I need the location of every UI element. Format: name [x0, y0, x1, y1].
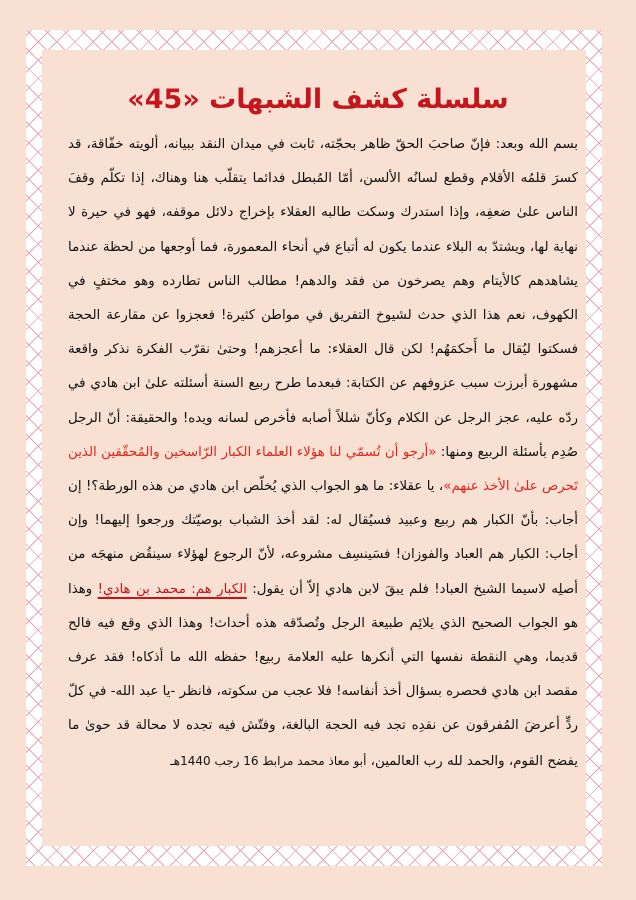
body-paragraph: [68, 128, 578, 779]
body-text-part3: وهذا هو الجواب الصحيح الذي يلائِم طبيعة الرجل وتُصدّقه هذه أحداث! وهذا الذي وقع فيه فالح قديما، وهي النقطة نفسها التي أنكرها عليه العلامة ربيع! حفظه الله ما أذكاه! فقد عرف مقصد ابن هادي فحصره بسؤال أخذ أنفاسه! فلا عجب من سكوته، فانظر -يا عبد الله- في كلّ ردٍّ أعرضَ المُفرقون عن نقدِه تجد فيه الحجة البالغة، وفتّش فيه تجده لا محالة قد حوىٰ ما يفضح القوم، والحمد لله رب العالمين،: [68, 581, 578, 769]
document-title: سلسلة كشف الشبهات «45»: [127, 84, 509, 116]
document-body: [68, 128, 578, 779]
quoted-question: «أرجو أن تُسمّي لنا هؤلاء العلماء الكبار الرّاسخين والمُحقّقين الذين تَحرص علىٰ الأخذ عنهم»: [68, 444, 578, 495]
body-text-part2: ، يا عقلاء: ما هو الجواب الذي يُخلّص ابن هادي من هذه الورطة؟! إن أجاب: بأنّ الكبار هم ربيع وعبيد فسيُقال له: لقد أخذ الشباب بوصيّتك ورجعوا إليهما! وإن أجاب: الكبار هم العباد والفوزان! فسَينسِف مشروعه، لأنّ الرجوع لهؤلاء سينقُض منهجَه من أصلِه لاسيما الشيخ العباد! فلم يبقَ لابن هادي إلاّ أن يقول:: [68, 479, 578, 597]
body-text-part1: بسم الله وبعد: فإنّ صاحبَ الحقّ ظاهر بحجّته، ثابت في ميدان النقد ببيانه، ألويته خفّاقة، قد كسرَ قلمُه الأقلام وقطع لسانُه الألسن، أمّا المُبطل فدائما يتقلّب هنا وهناك، إذا تكلّم وقفَ الناس علىٰ ضعفِه، وإذا استدرك وسكت طالبه العقلاء بإخراج دلائل موقفه، فهو في حيرة لا نهاية لها، ويشتدّ به البلاء عندما يكون له أتباع في أنحاء المعمورة، فما أوجعها من لحظة عندما يشاهدهم كالأيتام وهم يصرخون من فقد والدهم! مطالب الناس تطارده وهو مختفٍ في الكهوف، نعم هذا الذي حدث لشيوخ التفريق في مواطن كثيرة! فعجزوا عن مقارعة الحجة فسكتوا ليُقال ما أَحكمَهُم! لكن قال العقلاء: ما أعجزهم! وحتىٰ نقرّب الفكرة نذكر واقعة مشهورة أبرزت سبب عزوفهم عن الكتابة: فبعدما طرح ربيع السنة أسئلته علىٰ ابن هادي في ردّه عليه، عجز الرجل عن الكلام وكأنّ شللاً أصابه فأخرص لسانه ويده! والحقيقة: أنّ الرجل صُدِم بأسئلة الربيع ومنها:: [68, 137, 578, 460]
highlighted-answer: الكبار هم: محمد بن هادي!: [97, 581, 247, 597]
signature: أبو معاذ محمد مرابط 16 رجب 1440هـ: [170, 753, 367, 768]
